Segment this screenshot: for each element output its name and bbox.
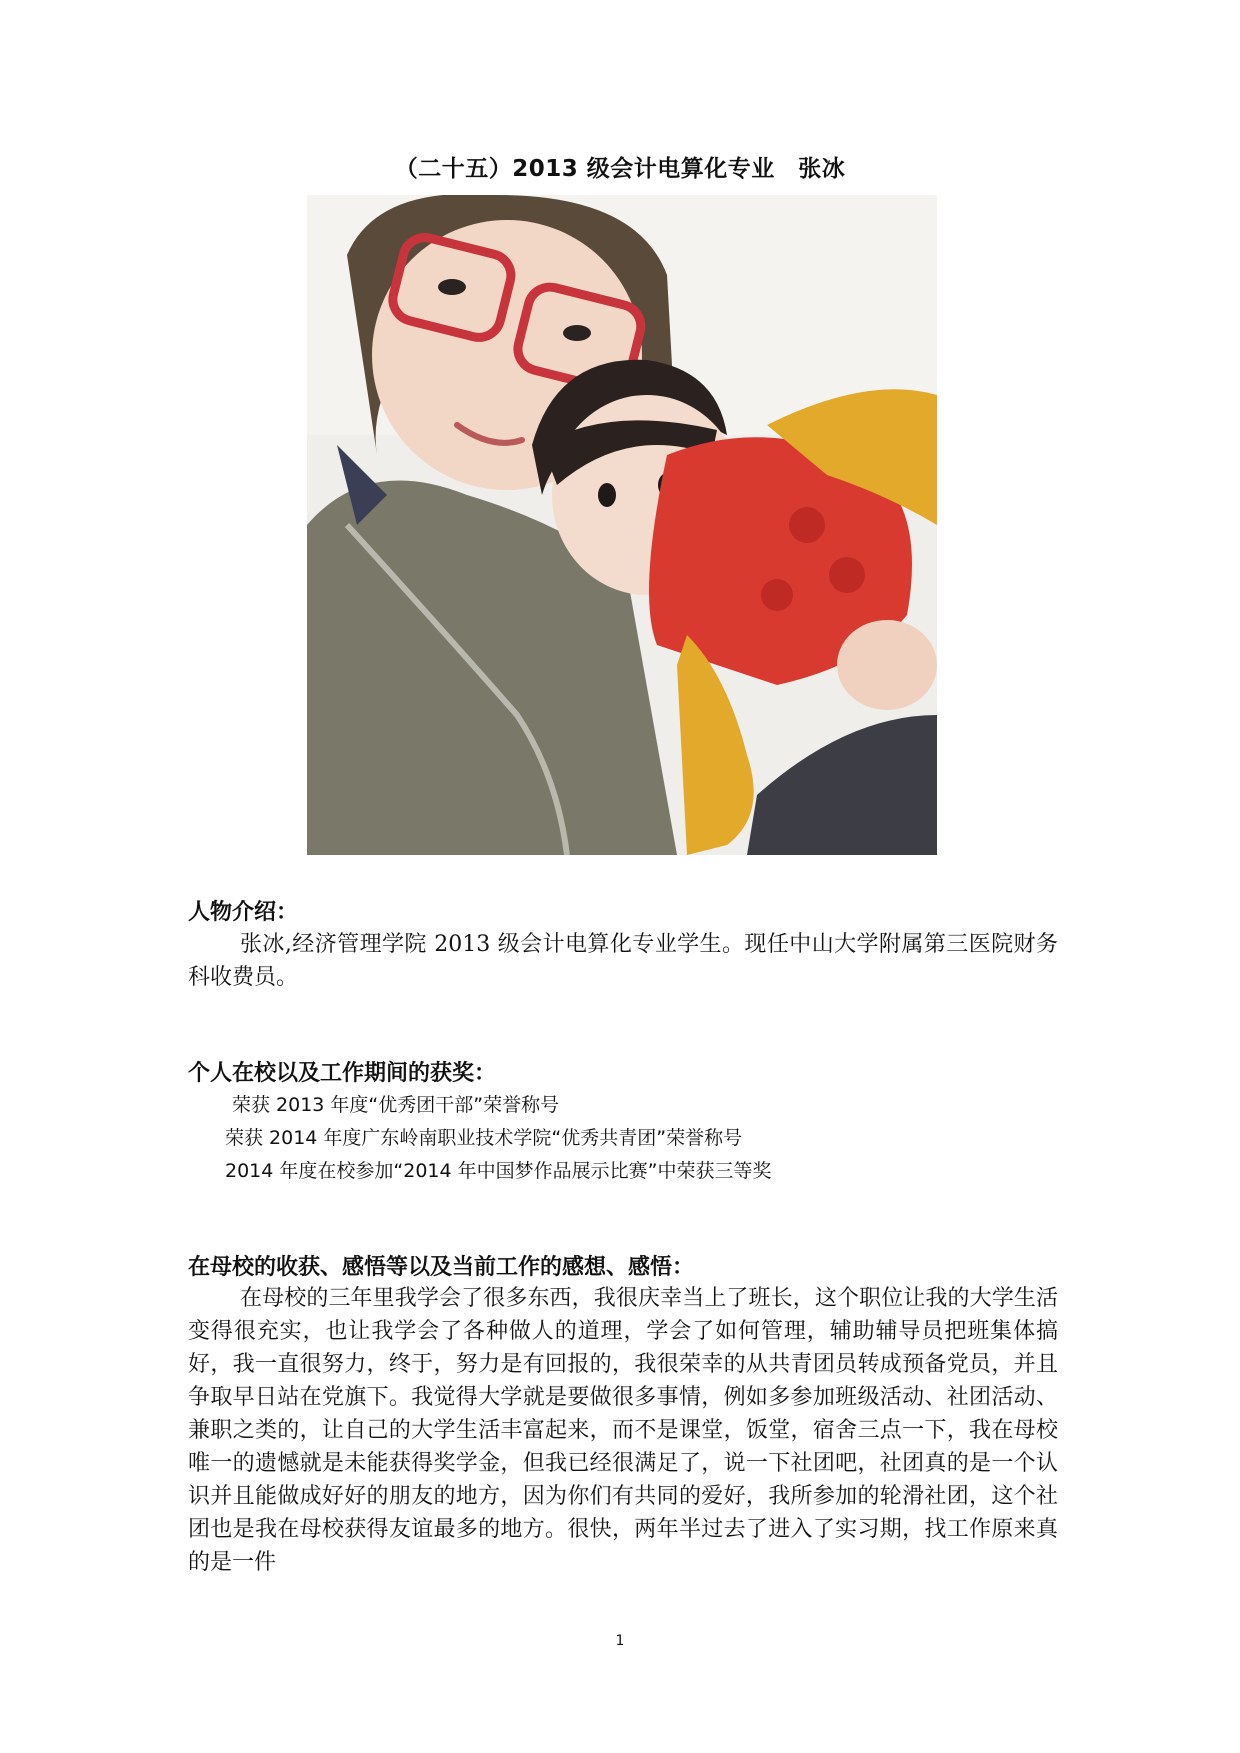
reflection-paragraph: 在母校的三年里我学会了很多东西，我很庆幸当上了班长，这个职位让我的大学生活变得很充实，也让我学会了各种做人的道理，学会了如何管理，辅助辅导员把班集体搞好，我一直很努力，终于，努力是有回报的，我很荣幸的从共青团员转成预备党员，并且争取早日站在党旗下。我觉得大学就是要做很多事情，例如多参加班级活动、社团活动、兼职之类的，让自己的大学生活丰富起来，而不是课堂，饭堂，宿舍三点一下，我在母校唯一的遗憾就是未能获得奖学金，但我已经很满足了，说一下社团吧，社团真的是一个认识并且能做成好好的朋友的地方，因为你们有共同的爱好，我所参加的轮滑社团，这个社团也是我在母校获得友谊最多的地方。很快，两年半过去了进入了实习期，找工作原来真的是一件 [188, 1286, 1058, 1575]
page-title: （二十五）2013 级会计电算化专业 张冰 [394, 156, 846, 182]
portrait-photo [307, 195, 937, 855]
page-number: 1 [615, 1633, 625, 1649]
award-item: 2014 年度在校参加“2014 年中国梦作品展示比赛”中荣获三等奖 [225, 1160, 772, 1182]
award-item: 荣获 2014 年度广东岭南职业技术学院“优秀共青团”荣誉称号 [225, 1127, 743, 1149]
intro-paragraph: 张冰,经济管理学院 2013 级会计电算化专业学生。现任中山大学附属第三医院财务科收费员。 [188, 932, 1058, 990]
award-item: 荣获 2013 年度“优秀团干部”荣誉称号 [232, 1094, 560, 1116]
intro-heading: 人物介绍： [188, 900, 299, 925]
reflection-heading: 在母校的收获、感悟等以及当前工作的感想、感悟： [188, 1255, 695, 1280]
awards-heading: 个人在校以及工作期间的获奖： [188, 1061, 497, 1086]
portrait-photo-icon [307, 195, 937, 855]
